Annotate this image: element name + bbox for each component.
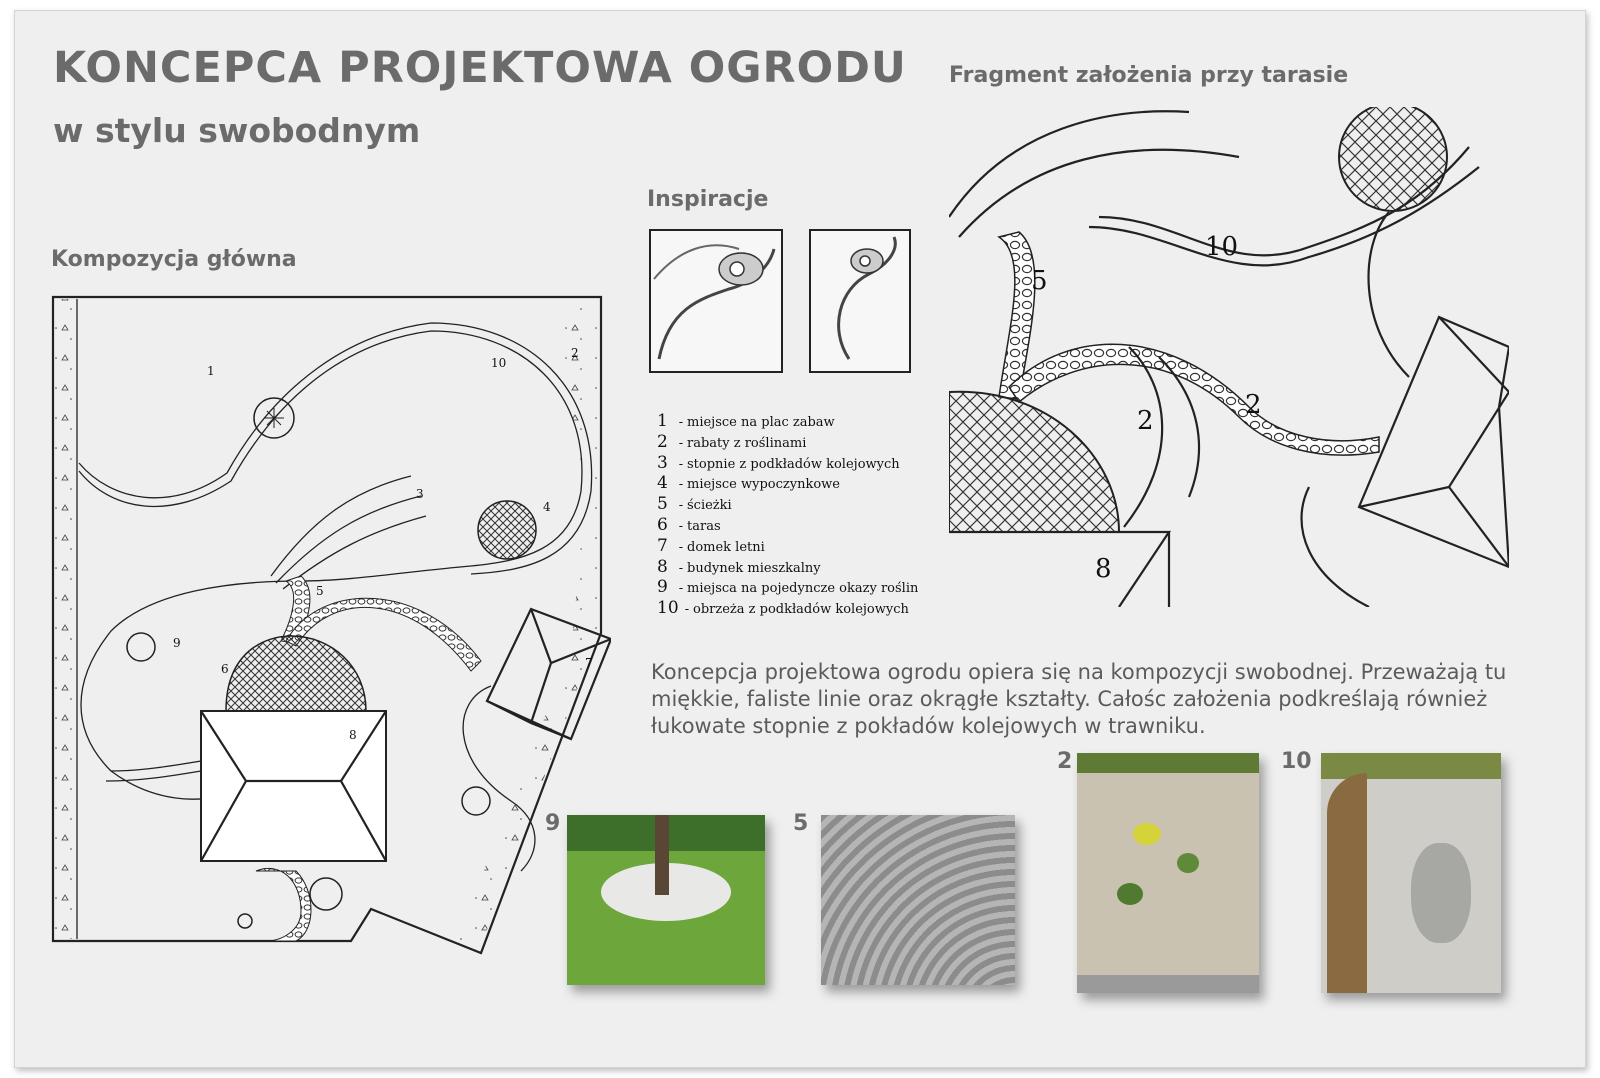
legend-item: 10 - obrzeża z podkładów kolejowych — [657, 598, 909, 619]
legend-item: 6 - taras — [657, 514, 721, 535]
plan-number-9: 9 — [173, 636, 181, 650]
plan-number-3: 3 — [416, 487, 424, 501]
page-subtitle: w stylu swobodnym — [53, 111, 421, 150]
inspiration-sketch-2 — [809, 229, 911, 373]
photo-gravel-flowerbed — [1077, 753, 1259, 993]
page-title: KONCEPCA PROJEKTOWA OGRODU — [53, 43, 907, 93]
inspiration-sketch-1 — [649, 229, 783, 373]
plan-number-4: 4 — [543, 500, 551, 514]
plan-number-1: 1 — [207, 364, 215, 378]
legend-item: 7 - domek letni — [657, 535, 765, 556]
legend-item: 8 - budynek mieszkalny — [657, 556, 821, 577]
concept-description: Koncepcja projektowa ogrodu opiera się na kompozycji swobodnej. Przeważają tu miękkie, faliste linie oraz okrągłe kształty. Całośc założenia podkreślają również łukowate stopnie z pokładów kolejowych w trawniku. — [651, 660, 1507, 738]
fragment-number-8: 8 — [1095, 554, 1112, 584]
photo-tree-in-lawn — [567, 815, 765, 985]
fragment-number-2a: 2 — [1137, 406, 1154, 436]
main-plan-drawing — [51, 291, 611, 971]
plan-number-2: 2 — [571, 346, 579, 360]
legend-item: 3 - stopnie z podkładów kolejowych — [657, 452, 900, 473]
fragment-number-2b: 2 — [1245, 390, 1262, 420]
photo-label-2: 2 — [1057, 749, 1073, 774]
terrace-fragment-drawing — [949, 107, 1509, 607]
plan-number-6: 6 — [221, 662, 229, 676]
fragment-heading: Fragment założenia przy tarasie — [949, 63, 1349, 88]
main-composition-heading: Kompozycja główna — [51, 247, 297, 272]
photo-label-10: 10 — [1281, 749, 1312, 774]
presentation-board — [14, 10, 1586, 1068]
fragment-number-5: 5 — [1031, 266, 1048, 296]
plan-number-8: 8 — [349, 728, 357, 742]
legend-item: 4 - miejsce wypoczynkowe — [657, 473, 840, 494]
inspirations-heading: Inspiracje — [647, 187, 769, 212]
plan-number-5: 5 — [316, 584, 324, 598]
fragment-number-10: 10 — [1205, 232, 1239, 262]
photo-label-5: 5 — [793, 811, 809, 836]
legend-item: 2 - rabaty z roślinami — [657, 431, 807, 452]
legend-item: 5 - ścieżki — [657, 494, 732, 515]
photo-label-9: 9 — [545, 811, 561, 836]
legend-item: 9 - miejsca na pojedyncze okazy roślin — [657, 577, 919, 598]
plan-number-10: 10 — [491, 356, 507, 370]
plan-legend — [657, 411, 918, 619]
photo-cobblestone-path — [821, 815, 1015, 985]
legend-item: 1 - miejsce na plac zabaw — [657, 411, 835, 431]
plan-number-7: 7 — [585, 656, 593, 670]
photo-sleeper-edging — [1321, 753, 1501, 993]
